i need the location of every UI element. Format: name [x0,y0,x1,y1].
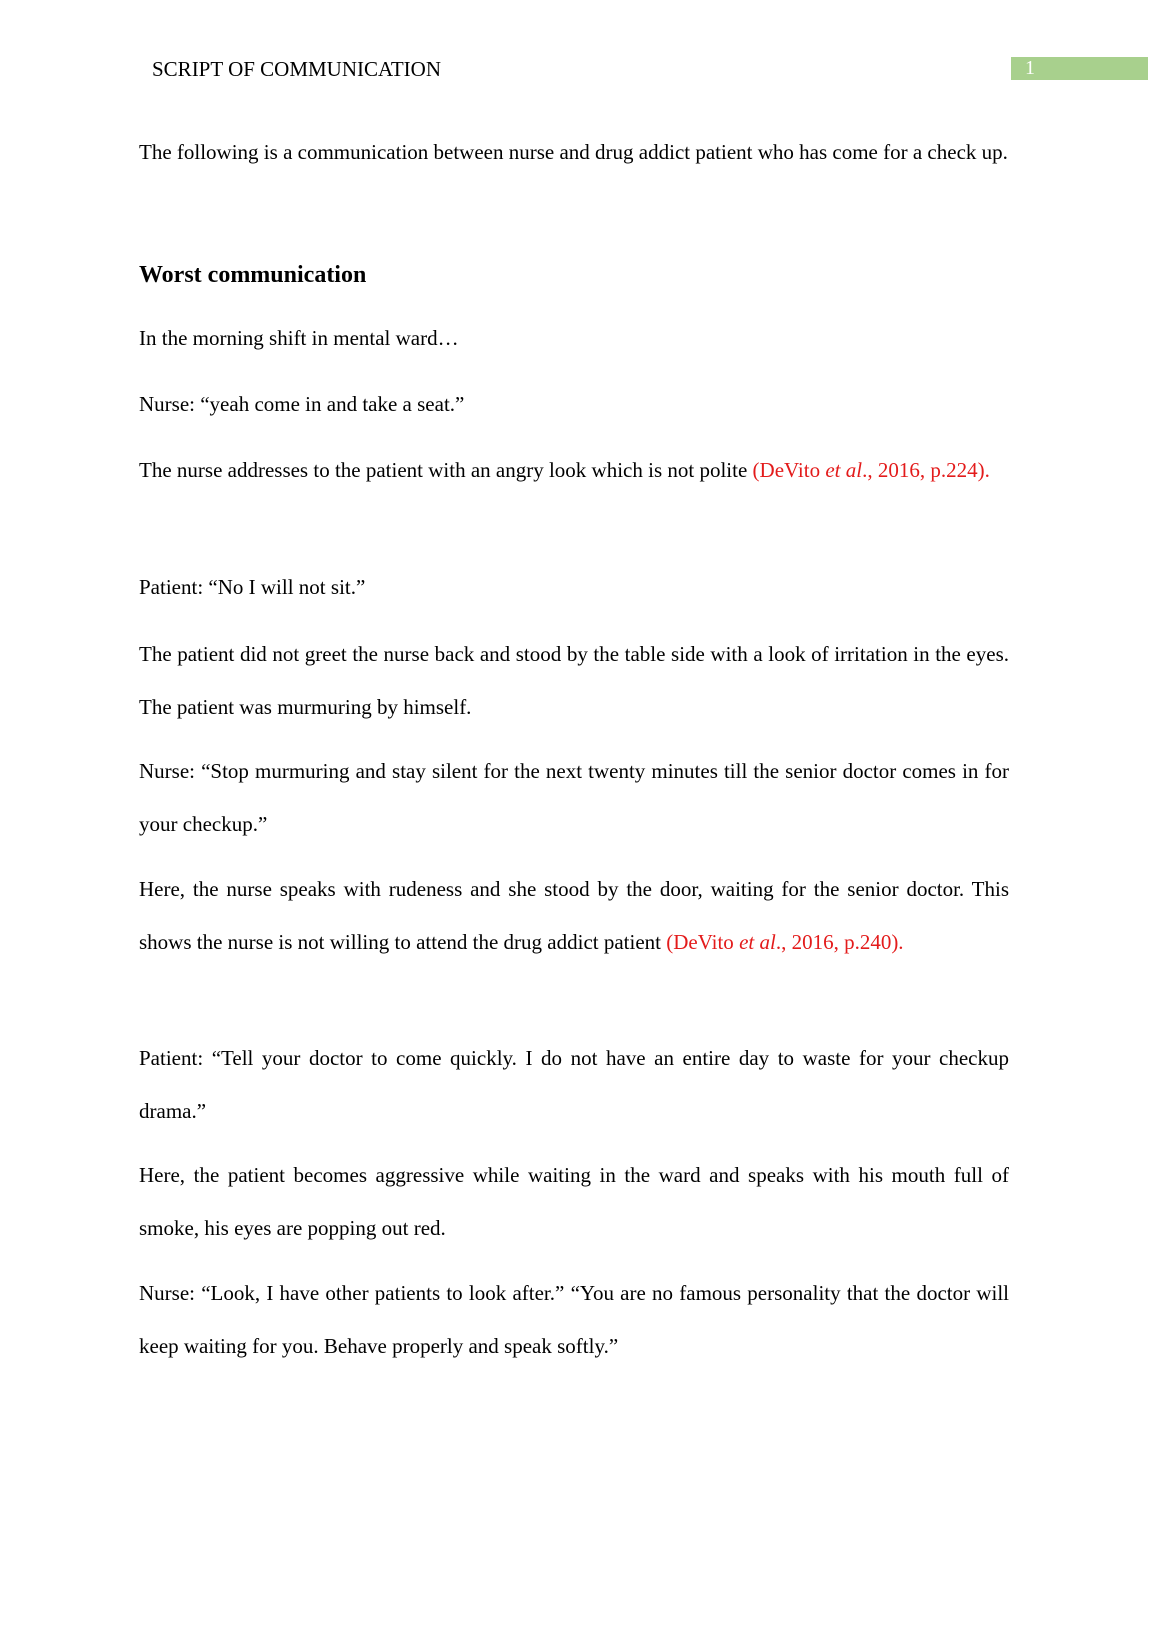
paragraph: Here, the patient becomes aggressive while waiting in the ward and speaks with his mouth full of smoke, his eyes are popping out red. [139,1163,1009,1240]
citation [753,458,990,482]
paragraph: In the morning shift in mental ward… [139,326,459,350]
paragraph-nurse-line: Nurse: “Stop murmuring and stay silent for the next twenty minutes till the senior doctor comes in for your checkup.” [139,759,1009,836]
citation-author: (DeVito [752,458,826,482]
paragraph: The patient did not greet the nurse back and stood by the table side with a look of irritation in the eyes. The patient was murmuring by himself. [139,642,1009,719]
citation-et-al: et al [739,930,776,954]
citation-author: (DeVito [666,930,740,954]
intro-paragraph: The following is a communication between nurse and drug addict patient who has come for a check up. [139,140,1008,164]
paragraph-patient-line: Patient: “No I will not sit.” [139,575,366,599]
running-header-title: SCRIPT OF COMMUNICATION [152,57,441,81]
paragraph-nurse-line: Nurse: “Look, I have other patients to look after.” “You are no famous personality that the doctor will keep waiting for you. Behave properly and speak softly.” [139,1281,1009,1358]
paragraph-patient-line: Patient: “Tell your doctor to come quickly. I do not have an entire day to waste for your checkup drama.” [139,1046,1009,1123]
citation-year-page: ., 2016, p.224). [862,458,990,482]
paragraph-with-citation [139,444,1009,497]
paragraph-with-citation [139,863,1009,969]
paragraph-text: The nurse addresses to the patient with an angry look which is not polite [139,458,753,482]
paragraph-text: Here, the nurse speaks with rudeness and she stood by the door, waiting for the senior doctor. This shows the nurse is not willing to attend the drug addict patient [139,877,1009,954]
paragraph-nurse-line: Nurse: “yeah come in and take a seat.” [139,392,465,416]
section-heading: Worst communication [139,262,367,288]
citation-year-page: ., 2016, p.240). [775,930,904,954]
page-number-bar [1011,57,1148,80]
citation [666,930,903,954]
citation-et-al: et al [825,458,863,482]
page-number: 1 [1025,57,1035,79]
